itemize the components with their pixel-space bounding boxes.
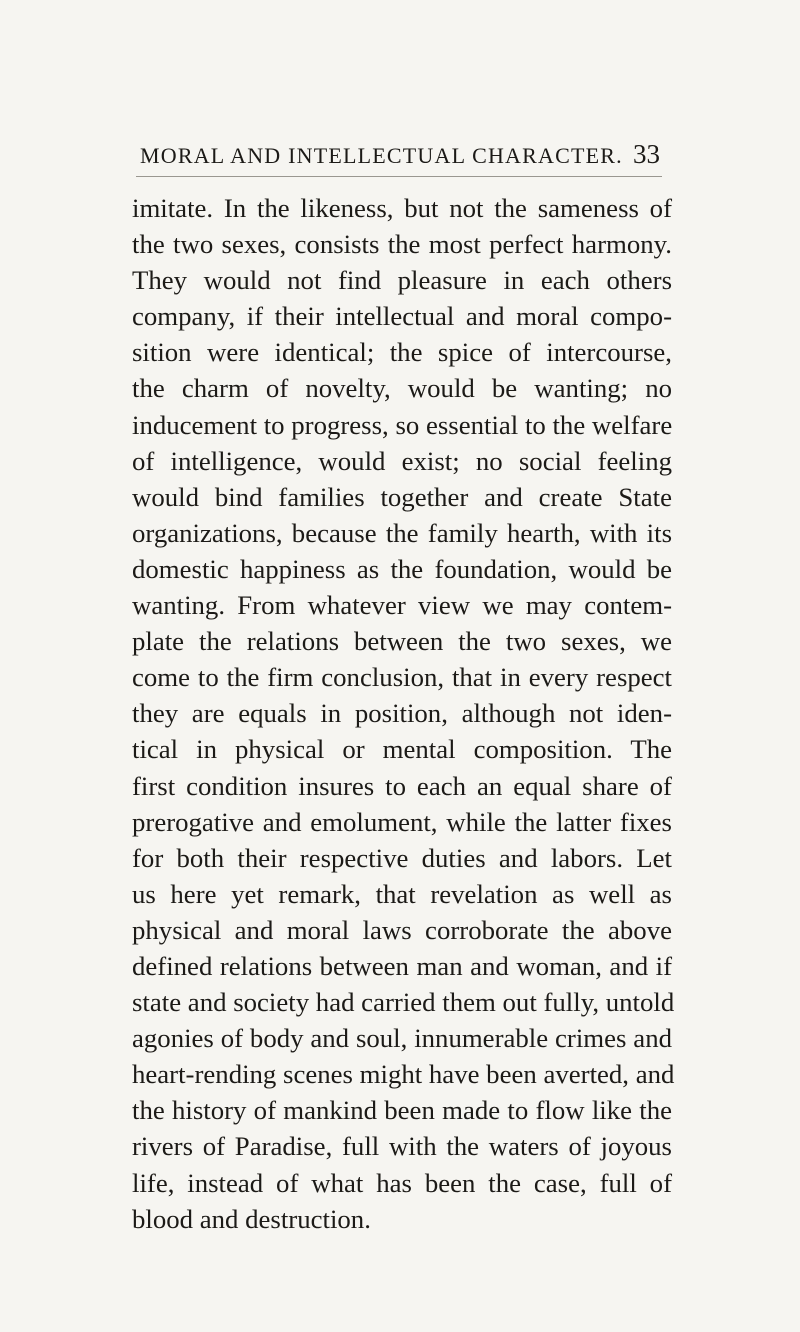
text-line: physical and moral laws corroborate the above — [132, 914, 672, 945]
text-line: wanting. From whatever view we may contem- — [132, 590, 672, 621]
text-line: plate the relations between the two sexes, we — [132, 626, 672, 657]
text-line: agonies of body and soul, innumerable crimes and — [132, 1023, 672, 1054]
text-line: They would not find pleasure in each others — [132, 265, 672, 296]
text-line: come to the firm conclusion, that in every respect — [132, 662, 672, 693]
text-line: defined relations between man and woman, and if — [132, 950, 672, 981]
text-line: company, if their intellectual and moral compo- — [132, 301, 672, 332]
text-line: for both their respective duties and labors. Let — [132, 842, 672, 873]
text-line: they are equals in position, although not iden- — [132, 698, 672, 729]
text-line: the two sexes, consists the most perfect harmony. — [132, 229, 672, 260]
text-line: imitate. In the likeness, but not the sameness of — [132, 193, 672, 223]
running-title: MORAL AND INTELLECTUAL CHARACTER. — [140, 143, 623, 168]
page-number: 33 — [633, 139, 660, 169]
text-line: rivers of Paradise, full with the waters of joyous — [132, 1131, 672, 1162]
body-text — [132, 190, 675, 1237]
text-line: would bind families together and create State — [132, 481, 672, 512]
text-line: of intelligence, would exist; no social feeling — [132, 445, 672, 476]
text-line: organizations, because the family hearth, with its — [132, 517, 672, 548]
text-line: the charm of novelty, would be wanting; no — [132, 373, 672, 404]
text-line: the history of mankind been made to flow like the — [132, 1095, 672, 1126]
text-line: first condition insures to each an equal share of — [132, 770, 672, 801]
text-line: life, instead of what has been the case, full of — [132, 1167, 672, 1198]
text-line: state and society had carried them out fully, untold — [132, 987, 675, 1018]
text-line: blood and destruction. — [132, 1203, 371, 1234]
text-line: us here yet remark, that revelation as well as — [132, 878, 672, 909]
text-line: heart-rending scenes might have been averted, and — [132, 1059, 675, 1090]
header-rule — [136, 176, 662, 177]
running-head — [140, 139, 660, 173]
text-line: prerogative and emolument, while the latter fixes — [132, 806, 672, 837]
text-line: inducement to progress, so essential to the welfare — [132, 409, 673, 440]
text-line: domestic happiness as the foundation, would be — [132, 553, 672, 584]
text-line: sition were identical; the spice of intercourse, — [132, 337, 672, 368]
text-line: tical in physical or mental composition. The — [132, 734, 672, 765]
